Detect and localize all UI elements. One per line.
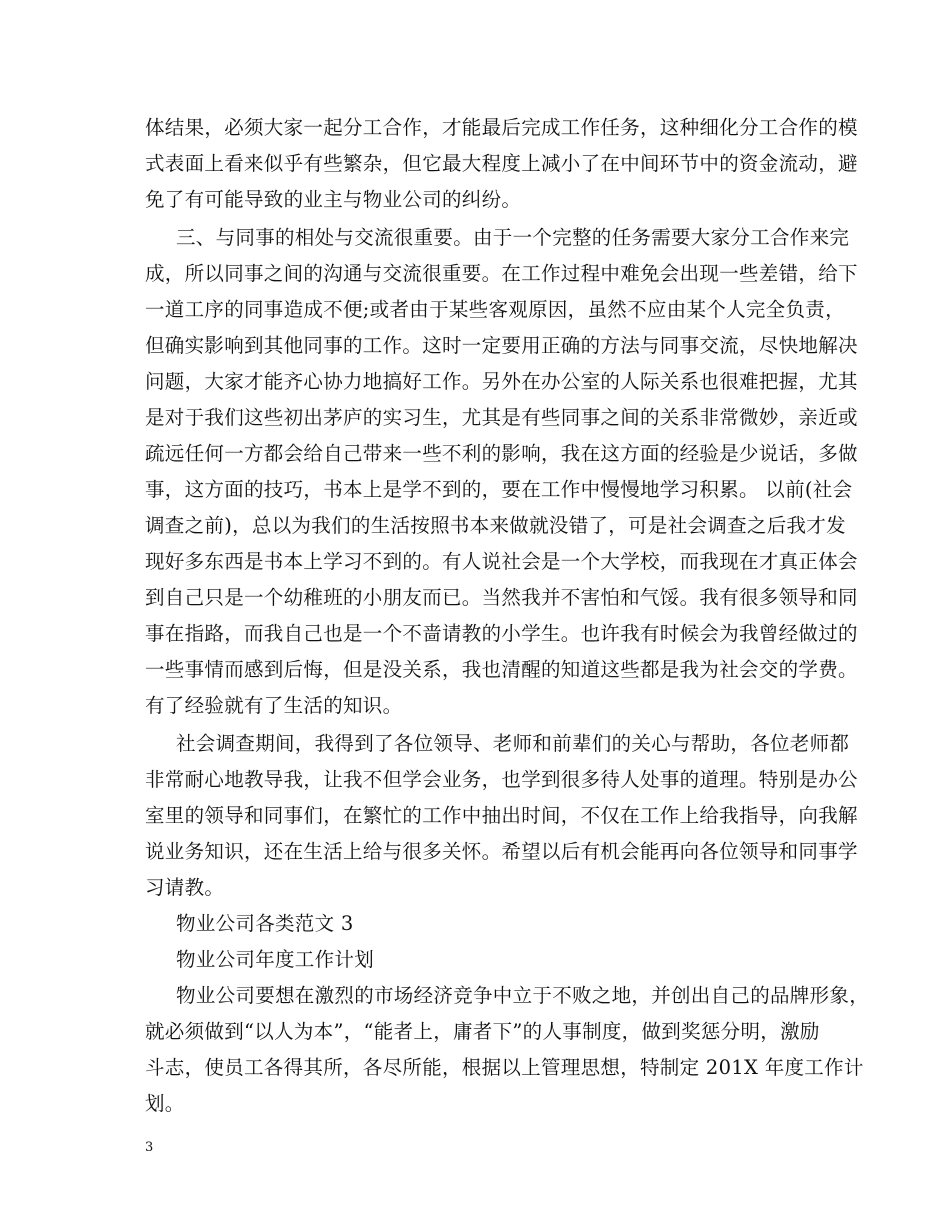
text-line: 斗志，使员工各得其所，各尽所能，根据以上管理思想，特制定 201X 年度工作计 — [145, 1056, 864, 1079]
text-line: 体结果，必须大家一起分工合作，才能最后完成工作任务，这种细化分工合作的模 — [145, 116, 858, 139]
text-line: 免了有可能导致的业主与物业公司的纠纷。 — [145, 188, 522, 211]
text-line: 到自己只是一个幼稚班的小朋友而已。当然我并不害怕和气馁。我有很多领导和同 — [145, 586, 858, 609]
page-number: 3 — [145, 1140, 154, 1155]
text-line: 疏远任何一方都会给自己带来一些不利的影响，我在这方面的经验是少说话，多做 — [145, 442, 858, 465]
text-line: 三、与同事的相处与交流很重要。由于一个完整的任务需要大家分工合作来完 — [176, 226, 850, 249]
text-line: 物业公司要想在激烈的市场经济竞争中立于不败之地，并创出自己的品牌形象， — [176, 984, 870, 1007]
text-line: 室里的领导和同事们，在繁忙的工作中抽出时间，不仅在工作上给我指导，向我解 — [145, 804, 858, 827]
text-line: 式表面上看来似乎有些繁杂，但它最大程度上减小了在中间环节中的资金流动，避 — [145, 152, 858, 175]
text-line: 事，这方面的技巧，书本上是学不到的，要在工作中慢慢地学习积累。 以前(社会 — [145, 478, 853, 501]
text-line: 社会调查期间，我得到了各位领导、老师和前辈们的关心与帮助，各位老师都 — [176, 732, 850, 755]
text-line: 成，所以同事之间的沟通与交流很重要。在工作过程中难免会出现一些差错，给下 — [145, 262, 858, 285]
text-line: 调查之前)，总以为我们的生活按照书本来做就没错了，可是社会调查之后我才发 — [145, 514, 846, 537]
text-line: 一道工序的同事造成不便;或者由于某些客观原因，虽然不应由某个人完全负责， — [145, 298, 845, 321]
text-line: 现好多东西是书本上学习不到的。有人说社会是一个大学校，而我现在才真正体会 — [145, 550, 858, 573]
text-line: 就必须做到“以人为本”，“能者上，庸者下”的人事制度，做到奖惩分明，激励 — [145, 1020, 820, 1043]
text-line: 一些事情而感到后悔，但是没关系，我也清醒的知道这些都是我为社会交的学费。 — [145, 658, 858, 681]
text-line: 非常耐心地教导我，让我不但学会业务，也学到很多待人处事的道理。特别是办公 — [145, 768, 858, 791]
text-line: 问题，大家才能齐心协力地搞好工作。另外在办公室的人际关系也很难把握，尤其 — [145, 370, 858, 393]
section-heading: 物业公司年度工作计划 — [176, 948, 375, 971]
text-line: 是对于我们这些初出茅庐的实习生，尤其是有些同事之间的关系非常微妙，亲近或 — [145, 406, 858, 429]
text-line: 但确实影响到其他同事的工作。这时一定要用正确的方法与同事交流，尽快地解决 — [145, 334, 858, 357]
section-heading: 物业公司各类范文 3 — [176, 912, 354, 935]
text-line: 习请教。 — [145, 876, 225, 899]
text-line: 有了经验就有了生活的知识。 — [145, 694, 403, 717]
text-line: 划。 — [145, 1092, 185, 1115]
text-line: 事在指路，而我自己也是一个不啬请教的小学生。也许我有时候会为我曾经做过的 — [145, 622, 858, 645]
text-line: 说业务知识，还在生活上给与很多关怀。希望以后有机会能再向各位领导和同事学 — [145, 840, 858, 863]
